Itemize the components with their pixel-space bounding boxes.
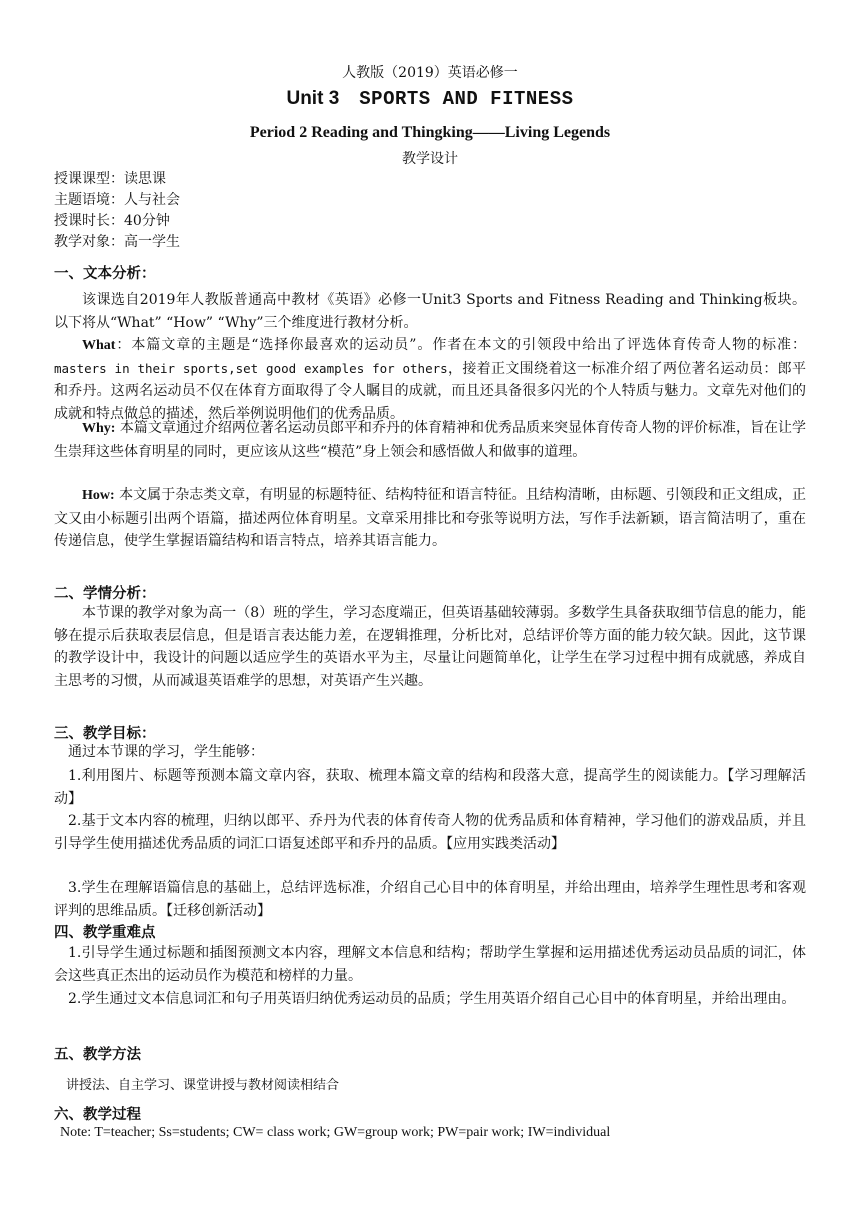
why-paragraph: Why: 本篇文章通过介绍两位著名运动员郎平和乔丹的体育精神和优秀品质来突显体育传奇人物的评价标准，旨在让学生崇拜这些体育明星的同时，更应该从这些“模范”身上领会和感悟做人和做事的道理。 (54, 420, 806, 460)
info-block (54, 169, 180, 253)
section-heading: 四、教学重难点 (54, 925, 156, 941)
edition-line: 人教版（2019）英语必修一 (342, 65, 518, 81)
text-analysis-intro: 该课选自2019年人教版普通高中教材《英语》必修一Unit3 Sports and Fitness Reading and Thinking板块。以下将从“What” “How” “Why”三个维度进行教材分析。 (54, 292, 806, 331)
section-heading: 二、学情分析： (54, 586, 156, 602)
goal-item: 1.利用图片、标题等预测本篇文章内容，获取、梳理本篇文章的结构和段落大意，提高学生的阅读能力。【学习理解活动】 (54, 768, 806, 807)
section-heading: 六、教学过程 (54, 1107, 141, 1123)
section-heading: 三、教学目标： (54, 726, 156, 742)
lesson-duration: 授课时长：40分钟 (54, 213, 170, 229)
how-label: How: (82, 488, 115, 503)
teaching-methods: 讲授法、自主学习、课堂讲授与教材阅读相结合 (66, 1078, 340, 1093)
unit-title (0, 88, 860, 110)
doc-type: 教学设计 (402, 151, 458, 167)
goals-intro: 通过本节课的学习，学生能够： (68, 744, 264, 760)
goal-item: 3.学生在理解语篇信息的基础上，总结评选标准，介绍自己心目中的体育明星，并给出理由，培养学生理性思考和客观评判的思维品质。【迁移创新活动】 (54, 880, 806, 919)
key-point: 1.引导学生通过标题和插图预测文本内容，理解文本信息和结构；帮助学生掌握和运用描述优秀运动员品质的词汇，体会这些真正杰出的运动员作为模范和榜样的力量。 (54, 945, 806, 984)
section-heading: 五、教学方法 (54, 1047, 141, 1063)
what-paragraph: What：本篇文章的主题是“选择你最喜欢的运动员”。作者在本文的引领段中给出了评选体育传奇人物的标准：masters in their sports,set good examples for others，接着正文围绕着这一标准介绍了两位著名运动员：郎平和乔丹。这两名运动员不仅在体育方面取得了令人瞩目的成就，而且还具备很多闪光的个人特质与魅力。文章先对他们的成就和特点做总的描述，然后举例说明他们的优秀品质。 (54, 337, 806, 422)
period-title: Period 2 Reading and Thingking——Living Legends (249, 124, 611, 141)
abbreviation-note: Note: T=teacher; Ss=students; CW= class work; GW=group work; PW=pair work; IW=individual (60, 1125, 611, 1140)
goal-item: 2.基于文本内容的梳理，归纳以郎平、乔丹为代表的体育传奇人物的优秀品质和体育精神，学习他们的游戏品质，并且引导学生使用描述优秀品质的词汇口语复述郎平和乔丹的品质。【应用实践类活动】 (54, 813, 806, 852)
key-point: 2.学生通过文本信息词汇和句子用英语归纳优秀运动员的品质；学生用英语介绍自己心目中的体育明星，并给出理由。 (68, 991, 796, 1007)
unit-number: Unit 3 (286, 88, 340, 109)
lesson-type: 授课课型：读思课 (54, 171, 166, 187)
why-label: Why: (82, 421, 116, 436)
student-analysis: 本节课的教学对象为高一（8）班的学生，学习态度端正，但英语基础较薄弱。多数学生具备获取细节信息的能力，能够在提示后获取表层信息，但是语言表达能力差，在逻辑推理，分析比对，总结评价等方面的能力较欠缺。因此，这节课的教学设计中，我设计的问题以适应学生的英语水平为主，尽量让问题简单化，让学生在学习过程中拥有成就感，养成自主思考的习惯，从而减退英语难学的思想，对英语产生兴趣。 (54, 605, 806, 689)
how-paragraph: How: 本文属于杂志类文章，有明显的标题特征、结构特征和语言特征。且结构清晰，由标题、引领段和正文组成，正文又由小标题引出两个语篇，描述两位体育明星。文章采用排比和夸张等说明方法，写作手法新颖，语言简洁明了，重在传递信息，使学生掌握语篇结构和语言特点，培养其语言能力。 (54, 487, 806, 549)
what-label: What (82, 338, 116, 353)
theme-context: 主题语境：人与社会 (54, 192, 180, 208)
target-students: 教学对象：高一学生 (54, 234, 180, 250)
unit-name: SPORTS AND FITNESS (359, 88, 574, 110)
section-heading: 一、文本分析： (54, 266, 156, 282)
